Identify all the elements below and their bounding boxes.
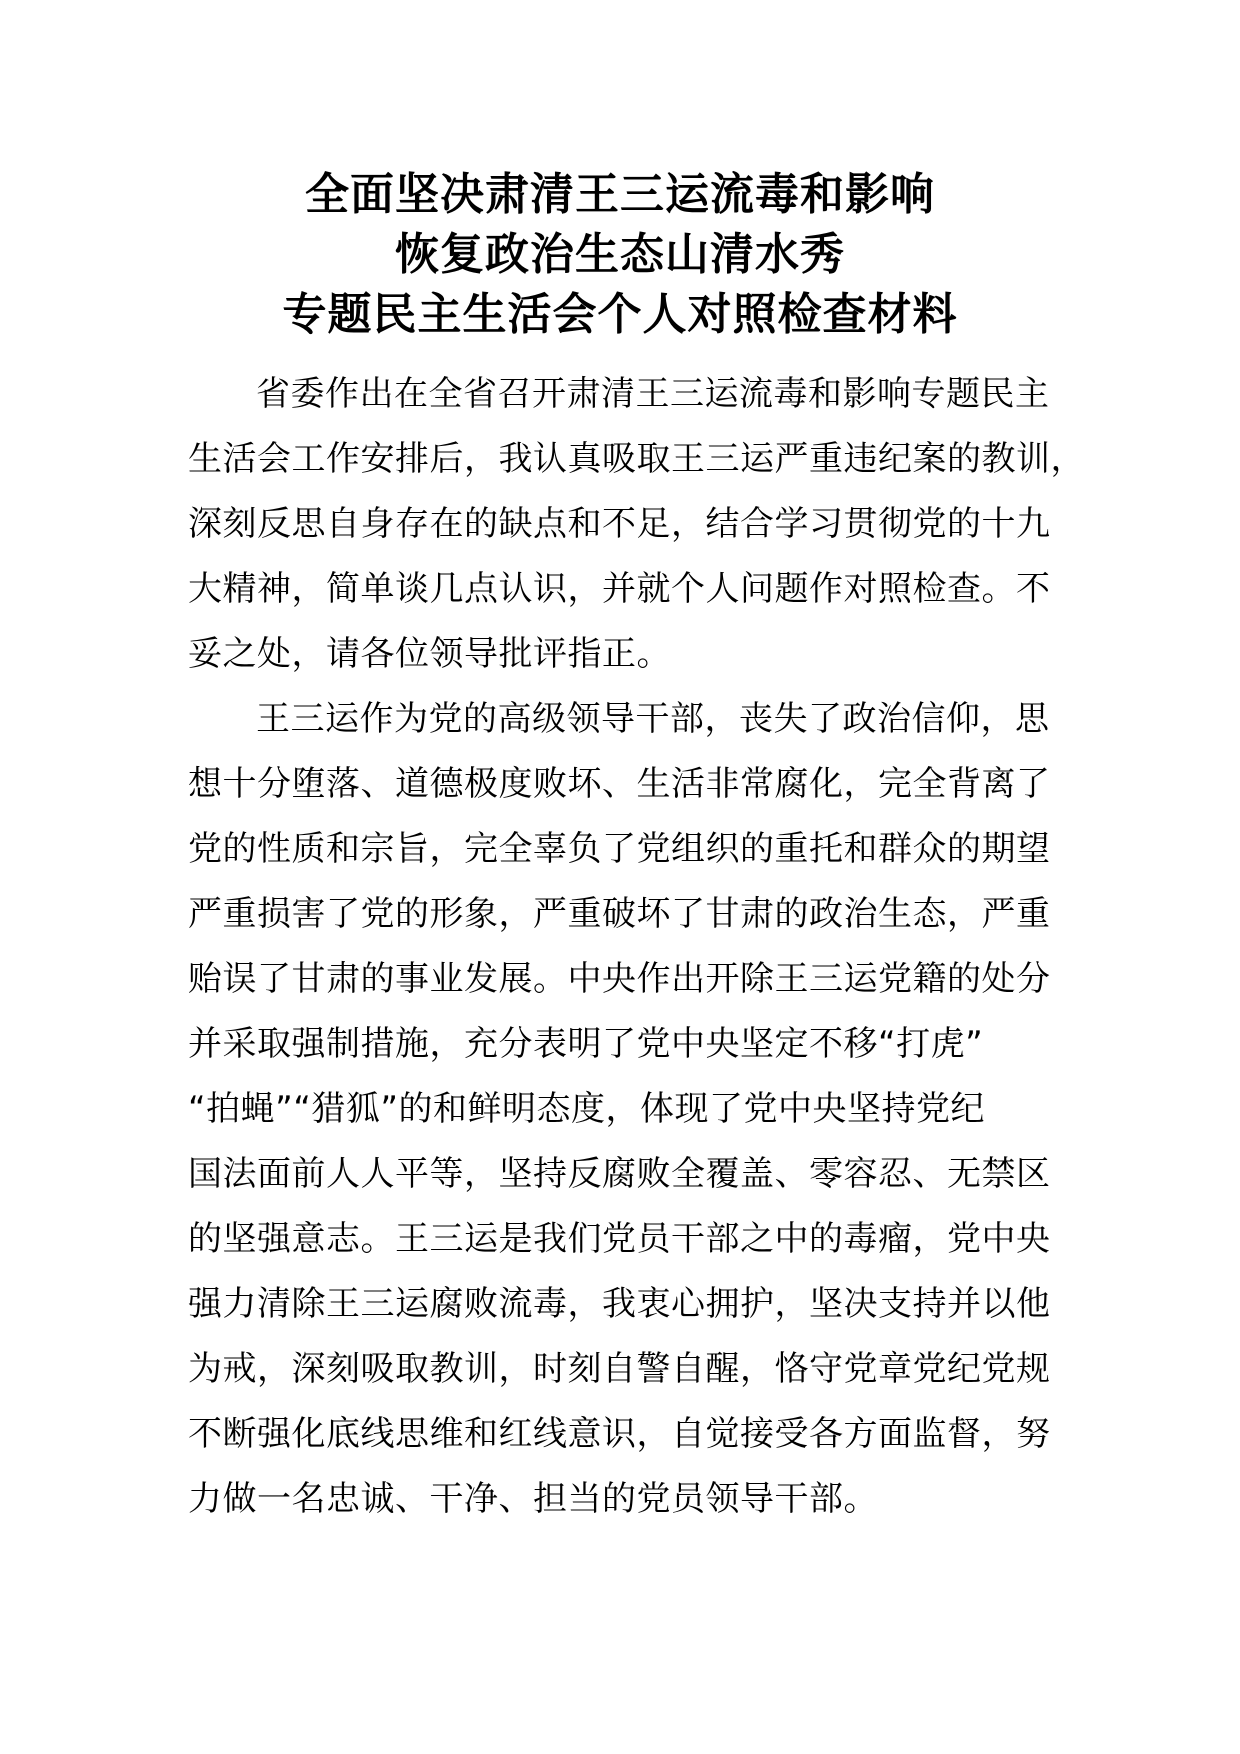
document-body	[188, 362, 1088, 1532]
paragraph-line: 王三运作为党的高级领导干部，丧失了政治信仰，思	[256, 699, 1050, 739]
paragraph-line: 不断强化底线思维和红线意识，自觉接受各方面监督，努	[188, 1414, 1051, 1454]
paragraph-line: 生活会工作安排后，我认真吸取王三运严重违纪案的教训，	[188, 439, 1085, 479]
paragraph-line: 深刻反思自身存在的缺点和不足，结合学习贯彻党的十九	[188, 504, 1051, 544]
paragraph-line: 严重损害了党的形象，严重破坏了甘肃的政治生态，严重	[188, 894, 1051, 934]
paragraph-line: 并采取强制措施，充分表明了党中央坚定不移“打虎”	[188, 1024, 984, 1064]
paragraph-line: 贻误了甘肃的事业发展。中央作出开除王三运党籍的处分	[188, 959, 1051, 999]
title-line-3: 专题民主生活会个人对照检查材料	[282, 289, 958, 340]
title-line-2: 恢复政治生态山清水秀	[395, 229, 845, 280]
paragraph-line: 想十分堕落、道德极度败坏、生活非常腐化，完全背离了	[188, 764, 1051, 804]
paragraph-line: 大精神，简单谈几点认识，并就个人问题作对照检查。不	[188, 569, 1051, 609]
paragraph-line: 党的性质和宗旨，完全辜负了党组织的重托和群众的期望	[188, 829, 1051, 869]
paragraph-1	[188, 362, 1088, 687]
paragraph-line: 国法面前人人平等，坚持反腐败全覆盖、零容忍、无禁区	[188, 1154, 1051, 1194]
paragraph-line: 力做一名忠诚、干净、担当的党员领导干部。	[188, 1479, 878, 1519]
paragraph-2	[188, 687, 1088, 1532]
paragraph-line: 强力清除王三运腐败流毒，我衷心拥护，坚决支持并以他	[188, 1284, 1051, 1324]
paragraph-line: 省委作出在全省召开肃清王三运流毒和影响专题民主	[256, 374, 1050, 414]
title-line-1: 全面坚决肃清王三运流毒和影响	[305, 169, 935, 220]
document-title	[150, 165, 1090, 345]
paragraph-line: 的坚强意志。王三运是我们党员干部之中的毒瘤，党中央	[188, 1219, 1051, 1259]
paragraph-line: 妥之处，请各位领导批评指正。	[188, 634, 671, 674]
paragraph-line: “拍蝇”“猎狐”的和鲜明态度，体现了党中央坚持党纪	[188, 1089, 985, 1129]
paragraph-line: 为戒，深刻吸取教训，时刻自警自醒，恪守党章党纪党规	[188, 1349, 1051, 1389]
